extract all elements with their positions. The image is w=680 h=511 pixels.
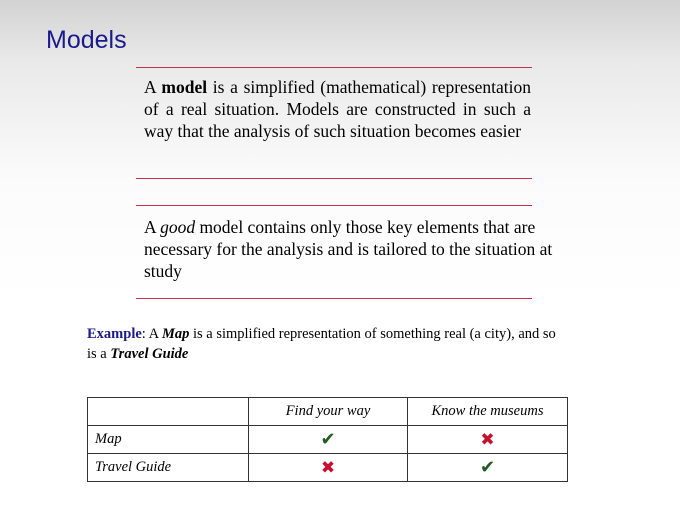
definition-term: model	[161, 77, 208, 97]
table-row	[88, 454, 568, 482]
divider-top-2	[136, 205, 532, 206]
example-map: Map	[161, 326, 190, 342]
divider-top-1	[136, 67, 532, 68]
good-model-after: model contains only those key elements that are necessary for the analysis and is tailored to the situation at study	[144, 217, 553, 281]
example-label: Example	[87, 326, 142, 342]
cross-icon: ✖	[320, 457, 336, 477]
example-text	[87, 324, 567, 364]
header-cell-empty	[88, 398, 249, 426]
header-find-your-way: Find your way	[249, 398, 408, 426]
definition-article: A	[144, 77, 156, 97]
comparison-table	[87, 397, 568, 482]
check-icon: ✔	[320, 429, 336, 449]
example-guide: Travel Guide	[110, 346, 189, 362]
example-part2: is a simplified representation of something real (a city), and so is a	[87, 326, 556, 362]
divider-bottom-1	[136, 178, 532, 179]
divider-bottom-2	[136, 298, 532, 299]
header-know-the-museums: Know the museums	[408, 398, 568, 426]
example-part1: : A	[141, 326, 162, 342]
row-label: Travel Guide	[88, 454, 249, 482]
row-label: Map	[88, 426, 249, 454]
cross-icon: ✖	[480, 429, 495, 449]
definition-text: is a simplified (mathematical) representation of a real situation. Models are constructed in such a way that the analysis of such situation becomes easier	[144, 77, 532, 141]
slide-title: Models	[46, 26, 127, 54]
model-definition	[144, 76, 531, 142]
check-icon: ✔	[479, 457, 496, 477]
good-model-before: A	[144, 217, 156, 237]
table-header-row	[88, 398, 568, 426]
table-row	[88, 426, 568, 454]
good-model-emphasis: good	[160, 217, 196, 237]
good-model-statement	[144, 216, 554, 282]
